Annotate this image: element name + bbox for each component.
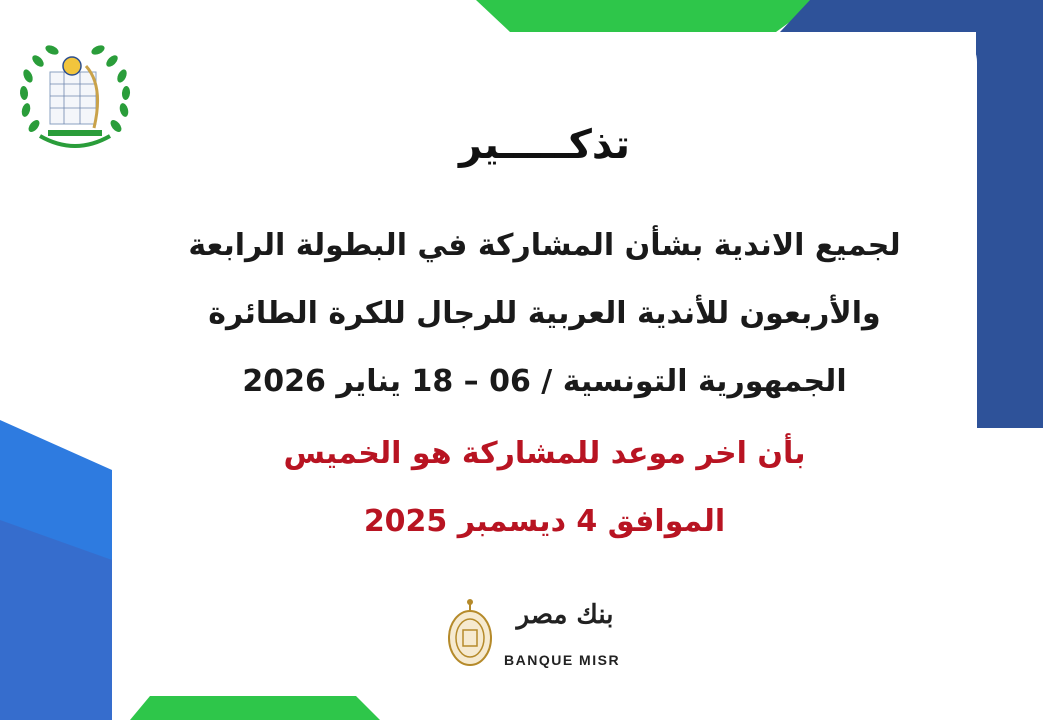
event-location-dates: الجمهورية التونسية / 06 – 18 يناير 2026 bbox=[242, 364, 847, 399]
page-title: تذكـــــير bbox=[459, 122, 630, 168]
deadline-date: الموافق 4 ديسمبر 2025 bbox=[363, 504, 726, 539]
sponsor-name-english: BANQUE MISR bbox=[504, 652, 621, 668]
deadline-line-1: بأن اخر موعد للمشاركة هو الخميس bbox=[283, 436, 806, 471]
top-green-band bbox=[476, 0, 820, 32]
bottom-green-band bbox=[130, 696, 380, 720]
sponsor-name-arabic: بنك مصر bbox=[516, 600, 614, 630]
message-line-2: والأربعون للأندية العربية للرجال للكرة الطائرة bbox=[208, 296, 881, 331]
message-line-1: لجميع الاندية بشأن المشاركة في البطولة الرابعة bbox=[188, 228, 901, 263]
